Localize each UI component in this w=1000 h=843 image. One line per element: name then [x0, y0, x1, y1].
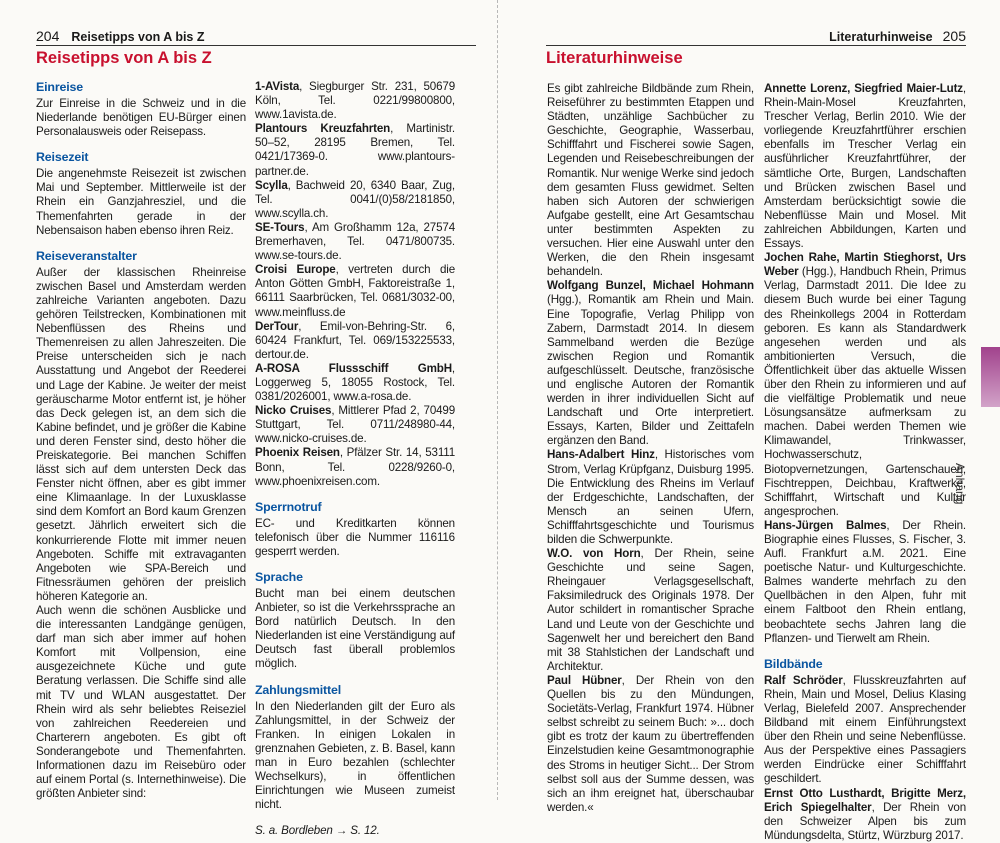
entry-text: , Der Rhein von den Quellen bis zu den Mündungen, Societäts-Verlag, Frankfurt 1974. Hübner selbst schreibt zu seinem Buch: »... doch gibt es trotz der kaum zu übertreffenden Einzelstudien keine Gesamtmonographie des Stroms in heutiger Sicht... Der Strom selbst soll aus der Summe dessen, was sich an ihm ereignet hat, überschaubar werden.«	[547, 673, 754, 814]
left-chapter-title: Reisetipps von A bis Z	[36, 49, 212, 67]
right-running-title: Literaturhinweise	[829, 30, 933, 44]
right-page-number: 205	[942, 28, 966, 44]
entry-text: , Rhein-Main-Mosel Kreuzfahrten, Trescher Verlag, Berlin 2010. Wie der vorliegende Kreuzfahrtführer erschien ebenfalls im Trescher Verlag ein ausführlicher Kreuzfahrtführer, der sämtliche Orte, Burgen, Landschaften und Brücken zwischen Basel und Amsterdam berücksichtigt sowie die Nebenflüsse Main und Mosel. Mit zahlreichen Abbildungen, Karten und Essays.	[764, 82, 966, 251]
entry-name: Plantours Kreuzfahrten	[255, 122, 391, 136]
entry-name: Annette Lorenz, Siegfried Maier-Lutz	[764, 82, 963, 95]
right-chapter-title: Literaturhinweise	[546, 49, 683, 67]
entry	[547, 547, 754, 674]
entry	[255, 122, 455, 178]
entry	[547, 448, 754, 547]
entry-text: , Der Rhein von den Schweizer Alpen bis zum Mündungsdelta, Stürtz, Würzburg 2017.	[764, 800, 966, 842]
paragraph: Die angenehmste Reisezeit ist zwischen Mai und September. Mittlerweile ist der Rhein ein Ganzjahresziel, und die Themenfahrten gerade in der Nebensaison haben ebenso ihren Reiz.	[36, 167, 246, 237]
left-column-2	[255, 80, 455, 838]
entry-name: W.O. von Horn	[547, 547, 641, 561]
section-heading: Bildbände	[764, 656, 823, 671]
entry-name: Ernst Otto Lusthardt, Brigitte Merz, Erich Spiegelhalter	[764, 786, 966, 814]
entry	[764, 82, 966, 251]
paragraph: Auch wenn die schönen Ausblicke und die interessanten Landgänge genügen, darf man sich aber immer auf hohen Komfort mit Vollpension, eine ausgezeichnete Küche und gute Beratung verlassen. Die Schiffe sind alle mit TV und WLAN ausgestattet. Der Rhein wird als sehr beliebtes Reiseziel von zahlreichen Reedereien und Charterern angeboten. Es gibt oft Sonderangebote und Themenfahrten. Informationen dazu im Reisebüro oder auf einem Portal (s. Internethinweise). Die größten Anbieter sind:	[36, 604, 246, 801]
thumb-tab-label: Anhang	[953, 463, 967, 505]
paragraph: Bucht man bei einem deutschen Anbieter, so ist die Verkehrssprache an Bord natürlich Deutsch. In den Niederlanden ist eine Verständigung auf Deutsch fast überall problemlos möglich.	[255, 587, 455, 671]
left-page	[0, 0, 498, 838]
entry-text: , Am Großhamm 12a, 27574 Bremerhaven, Tel. 0471/800735. www.se-tours.de.	[255, 220, 455, 263]
entry-text: , Siegburger Str. 231, 50679 Köln, Tel. 0221/99800800, www.1avista.de.	[255, 80, 455, 122]
left-running-title: Reisetipps von A bis Z	[71, 30, 205, 44]
entry-text: , Der Rhein. Biographie eines Flusses, S. Fischer, 3. Aufl. Frankfurt a.M. 2021. Eine poetische Natur- und Kulturgeschichte. Balmes wanderte mehrfach zu den Quellbächen in den Alpen, fuhr mit einem Faltboot den Rhein entlang, beobachtete sechs Jahren lang die Pflanzen- und Tierwelt am Rhein.	[764, 518, 966, 645]
entry-name: Hans-Adalbert Hinz	[547, 448, 655, 462]
entry	[255, 221, 455, 263]
paragraph: EC- und Kreditkarten können telefonisch über die Nummer 116116 gesperrt werden.	[255, 516, 455, 558]
right-column-1	[547, 82, 754, 815]
right-column-2	[764, 82, 966, 843]
paragraph: Zur Einreise in die Schweiz und in die Niederlande benötigen EU-Bürger einen Personalausweis oder Reisepass.	[36, 97, 246, 139]
paragraph: Außer der klassischen Rheinreise zwischen Basel und Amsterdam werden zahlreiche Varianten angeboten. Dazu gehören Teilstrecken, Kombinationen mit Nebenflüssen des Rheins und Themenreisen zu allen Jahreszeiten. Die Preise unterscheiden sich je nach Ausstattung und Angebot der Reederei und Lage der Kabine. Je weiter der meist geräuscharme Motor entfernt ist, je höher das Deck gelegen ist, an dem sich die Kabine befindet, und je größer die Kabine und deren Fenster sind, desto höher die Preiskategorie. Bei manchen Schiffen lässt sich auf dem untersten Deck das Fenster nicht öffnen, aber es gibt immer eine Klimaanlage. In der Luxusklasse sind dem Komfort an Bord kaum Grenzen gesetzt. Jährlich erweitert sich die konkurrierende Flotte mit immer neuen Angeboten. Schiffe mit extravaganten Angeboten wie SPA-Bereich und Fitnessräumen gehören der preislich höheren Kategorie an.	[36, 265, 246, 603]
entry-name: Scylla	[255, 178, 288, 192]
entry-text: , vertreten durch die Anton Götten GmbH, Faktoreistraße 1, 66111 Saarbrücken, Tel. 0681/3032-00, www.meinfluss.de	[255, 263, 455, 319]
entry	[764, 674, 966, 787]
entry-name: Nicko Cruises	[255, 404, 332, 418]
left-page-number: 204	[36, 28, 60, 44]
entry-name: Ralf Schröder	[764, 673, 843, 687]
entry-name: Wolfgang Bunzel, Michael Hohmann	[547, 279, 754, 293]
entry-text: (Hgg.), Romantik am Rhein und Main. Eine Topografie, Verlag Philipp von Zabern, Darmstadt 2014. In diesem Sammelband werden die Bezüge zwischen Region und Romantik aufgeschlüsselt. Deutsche, französische und englische Autoren der Romantik werden in ihrer individuellen Sicht auf Landschaft und Orte interpretiert. Essays, Karten, Bilder und Zeittafeln ergänzen den Band.	[547, 293, 754, 448]
paragraph: In den Niederlanden gilt der Euro als Zahlungsmittel, in der Schweiz der Franken. In einigen Lokalen in grenznahen Gebieten, z. B. Basel, kann man in Euro bezahlen (schlechter Wechselkurs), in öffentlichen Einrichtungen wie Museen zumeist nicht.	[255, 699, 455, 812]
entry-name: Hans-Jürgen Balmes	[764, 518, 887, 532]
entry	[255, 362, 455, 404]
entry	[255, 179, 455, 221]
entry	[764, 251, 966, 519]
entry-text: , Martinistr. 50–52, 28195 Bremen, Tel. 0421/17369-0. www.plantours-partner.de.	[255, 122, 455, 178]
entry-text: (Hgg.), Handbuch Rhein, Primus Verlag, Darmstadt 2011. Die Idee zu diesem Buch wurde bei einer Tagung des Rheinkollegs 2004 in Rotterdam geboren. Es kann als Standardwerk angesehen werden und als ambitionierten Versuch, die Öffentlichkeit über das aktuelle Wissen über den Rhein zu informieren und auf die vielfältige Problematik und neue Lösungsansätze aufmerksam zu machen. Dabei werden Themen wie Klimawandel, Trinkwasser, Hochwasserschutz, Biotopvernetzungen, Gartenschauen, Fischtreppen, Deichbau, Kraftwerke, Schifffahrt, Wirtschaft und Kultur angesprochen.	[764, 265, 966, 518]
entry-name: Jochen Rahe, Martin Stieghorst, Urs Weber	[764, 251, 966, 279]
paragraph: Es gibt zahlreiche Bildbände zum Rhein, Reiseführer zu bestimmten Etappen und Städten, unzählige Sachbücher zu Geschichte, Geographie, Wasserbau, Schifffahrt und Fischerei sowie Sagen, Legenden und Reisebeschreibungen der Romantik. Nur wenige Werke sind jedoch dem gesamten Fluss gewidmet. Selten haben sich Autoren der schwierigen Aufgabe gestellt, eine Art Gesamtschau unter bestimmten Aspekten zu versuchen. Hier eine Auswahl unter den Werken, die den Rhein insgesamt behandeln.	[547, 82, 754, 279]
entry	[764, 519, 966, 646]
entry-text: , Pfälzer Str. 14, 53111 Bonn, Tel. 0228/9260-0, www.phoenixreisen.com.	[255, 446, 455, 488]
entry	[255, 263, 455, 319]
page-gutter	[497, 0, 499, 800]
entry	[255, 446, 455, 488]
entry	[255, 80, 455, 122]
section-heading: Reisezeit	[36, 150, 89, 165]
entry-name: Paul Hübner	[547, 673, 622, 687]
entry-name: 1-AVista	[255, 80, 300, 93]
entry	[764, 787, 966, 843]
entry-name: Phoenix Reisen	[255, 446, 340, 460]
entry-text: , Der Rhein, seine Geschichte und seine Sagen, Rheingauer Verlagsgesellschaft, Faksimiledruck des Originals 1978. Der Autor schildert in romantischer Sprache Land und Leute von der Geschichte und Sagenwelt her und bereichert den Band mit 38 Stahlstichen der Landschaft und Architektur.	[547, 547, 754, 673]
entry-name: A-ROSA Flussschiff GmbH	[255, 361, 452, 375]
section-heading: Reiseveranstalter	[36, 248, 137, 263]
section-heading: Sprache	[255, 570, 303, 584]
thumb-tab	[981, 347, 1000, 407]
cross-reference: S. a. Bordleben → S. 12.	[255, 824, 380, 838]
entry-text: , Flusskreuzfahrten auf Rhein, Main und Mosel, Delius Klasing Verlag, Bielefeld 2007. Ansprechender Bildband mit einem Einführungstext über den Rhein und seine Nebenflüsse. Aus der Perspektive eines Passagiers werden Eindrücke einer Schifffahrt geschildert.	[764, 673, 966, 786]
entry-name: DerTour	[255, 319, 299, 333]
right-page	[500, 0, 1000, 842]
entry-name: SE-Tours	[255, 220, 305, 234]
entry	[255, 320, 455, 362]
section-heading: Einreise	[36, 80, 84, 94]
left-running-head	[36, 26, 476, 46]
entry-text: , Loggerweg 5, 18055 Rostock, Tel. 0381/2026001, www.a-rosa.de.	[255, 361, 455, 404]
right-running-head	[546, 26, 966, 46]
entry	[255, 404, 455, 446]
entry-text: , Emil-von-Behring-Str. 6, 60424 Frankfurt, Tel. 069/153225533, dertour.de.	[255, 319, 455, 361]
entry-text: , Historisches vom Strom, Verlag Krüpfganz, Duisburg 1995. Die Entwicklung des Rheins im Verlauf der Erdgeschichte, Landschaften, der Mensch an seinen Ufern, Schifffahrtsgeschichte und Tourismus bilden die Schwerpunkte.	[547, 448, 754, 546]
entry	[547, 279, 754, 448]
entry	[547, 674, 754, 815]
section-heading: Sperrnotruf	[255, 499, 322, 514]
entry-text: , Bachweid 20, 6340 Baar, Zug, Tel. 0041/(0)58/2181850, www.scylla.ch.	[255, 178, 455, 220]
section-heading: Zahlungsmittel	[255, 682, 342, 697]
entry-name: Croisi Europe	[255, 263, 336, 277]
entry-text: , Mittlerer Pfad 2, 70499 Stuttgart, Tel. 0711/248980-44, www.nicko-cruises.de.	[255, 404, 456, 446]
left-column-1	[36, 80, 246, 801]
